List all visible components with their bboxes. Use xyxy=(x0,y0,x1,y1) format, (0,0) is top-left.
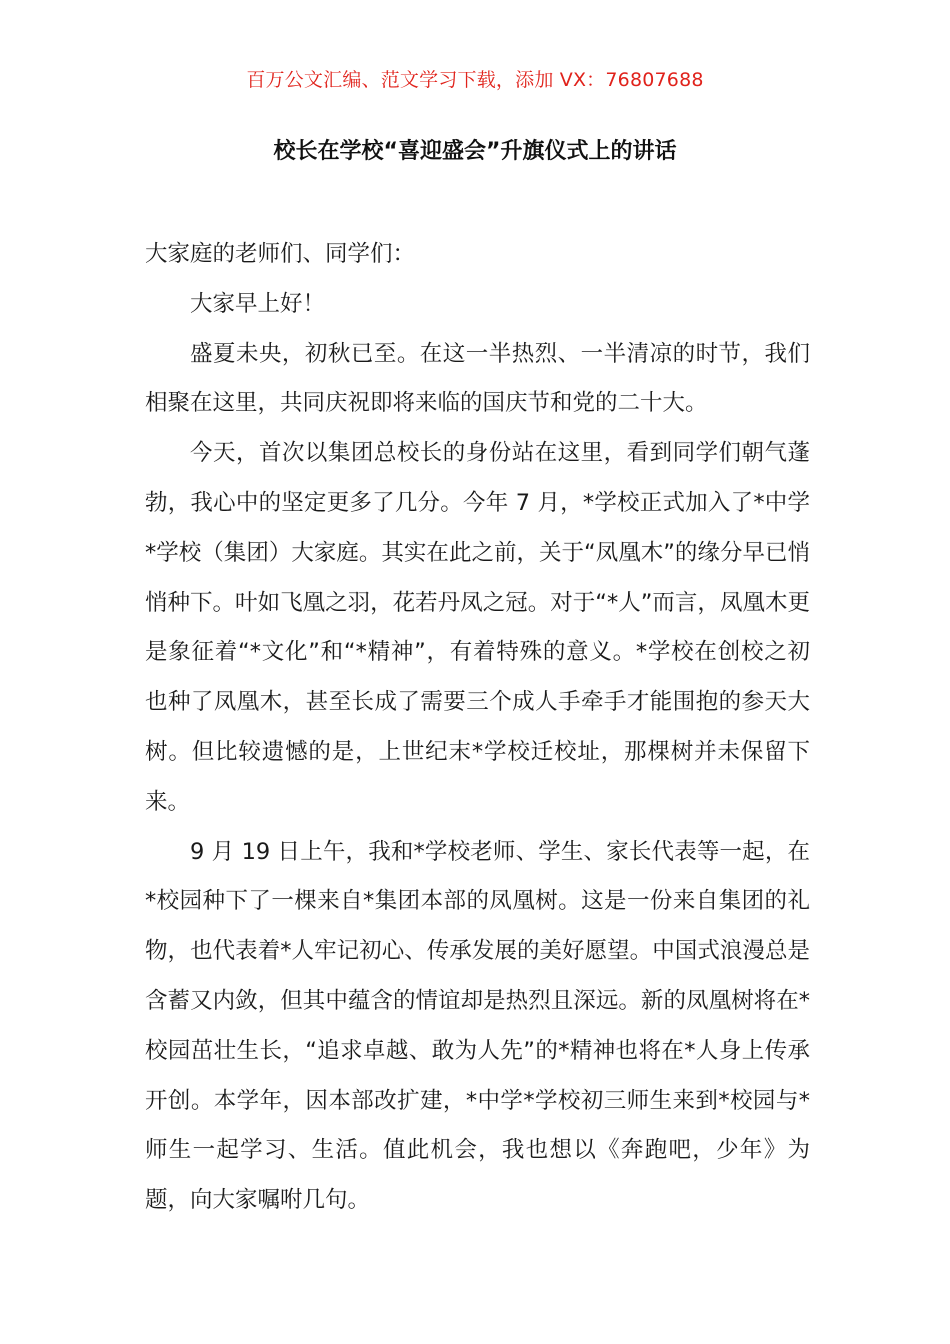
document-body xyxy=(145,230,810,1226)
paragraph-season: 盛夏未央，初秋已至。在这一半热烈、一半清凉的时节，我们相聚在这里，共同庆祝即将来临的国庆节和党的二十大。 xyxy=(145,340,810,417)
header-watermark-note: 百万公文汇编、范文学习下载，添加 VX：76807688 xyxy=(246,69,704,91)
paragraph-tree-planting: 9 月 19 日上午，我和*学校老师、学生、家长代表等一起，在*校园种下了一棵来自*集团本部的凤凰树。这是一份来自集团的礼物，也代表着*人牢记初心、传承发展的美好愿望。中国式浪漫总是含蓄又内敛，但其中蕴含的情谊却是热烈且深远。新的凤凰树将在*校园茁壮生长，“追求卓越、敢为人先”的*精神也将在*人身上传承开创。本学年，因本部改扩建，*中学*学校初三师生来到*校园与*师生一起学习、生活。值此机会，我也想以《奔跑吧，少年》为题，向大家嘱咐几句。 xyxy=(145,838,810,1214)
salutation: 大家庭的老师们、同学们： xyxy=(145,241,416,267)
paragraph-greeting: 大家早上好！ xyxy=(190,290,326,317)
paragraph-phoenix-tree-history: 今天，首次以集团总校长的身份站在这里，看到同学们朝气蓬勃，我心中的坚定更多了几分。今年 7 月，*学校正式加入了*中学*学校（集团）大家庭。其实在此之前，关于“凤凰木”的缘分早已悄悄种下。叶如飞凰之羽，花若丹凤之冠。对于“*人”而言，凤凰木更是象征着“*文化”和“*精神”，有着特殊的意义。*学校在创校之初也种了凤凰木，甚至长成了需要三个成人手牵手才能围抱的参天大树。但比较遗憾的是，上世纪末*学校迁校址，那棵树并未保留下来。 xyxy=(145,440,810,815)
document-title: 校长在学校“喜迎盛会”升旗仪式上的讲话 xyxy=(273,139,677,164)
